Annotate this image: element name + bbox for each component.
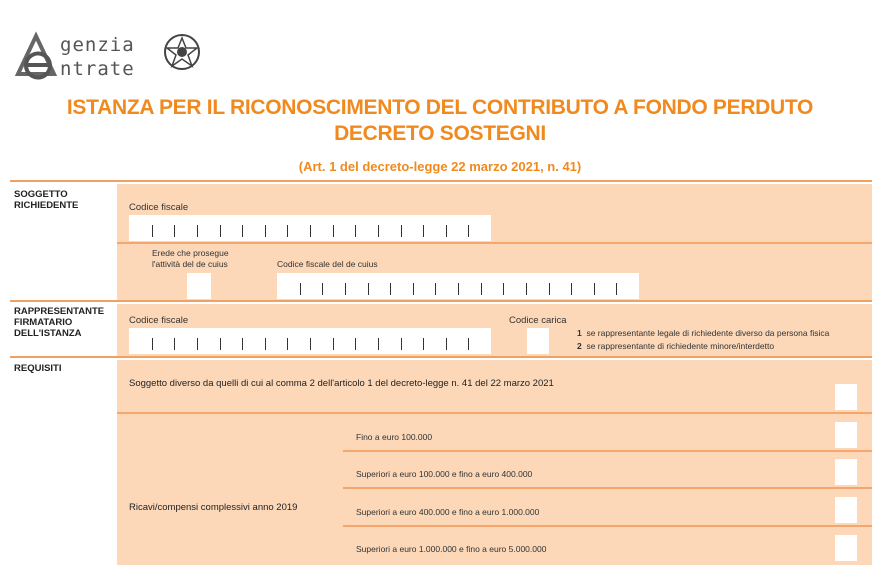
range-option-2: Superiori a euro 100.000 e fino a euro 400.000 bbox=[356, 469, 533, 479]
rappresentante-codice-fiscale-input[interactable] bbox=[129, 328, 491, 354]
character-separator bbox=[401, 225, 402, 237]
row-divider bbox=[343, 450, 872, 452]
character-separator bbox=[423, 338, 424, 350]
erede-checkbox[interactable] bbox=[187, 273, 211, 299]
character-separator bbox=[446, 338, 447, 350]
character-separator bbox=[468, 338, 469, 350]
character-separator bbox=[503, 283, 504, 295]
section-divider bbox=[10, 300, 872, 302]
character-separator bbox=[310, 225, 311, 237]
character-separator bbox=[287, 225, 288, 237]
character-separator bbox=[265, 338, 266, 350]
section-label-requisiti: REQUISITI bbox=[14, 363, 62, 374]
character-separator bbox=[322, 283, 323, 295]
character-separator bbox=[458, 283, 459, 295]
codice-carica-input[interactable] bbox=[527, 328, 549, 354]
character-separator bbox=[242, 338, 243, 350]
character-separator bbox=[174, 338, 175, 350]
character-separator bbox=[571, 283, 572, 295]
character-separator bbox=[594, 283, 595, 295]
character-separator bbox=[378, 338, 379, 350]
character-separator bbox=[333, 225, 334, 237]
section-divider bbox=[10, 356, 872, 358]
range-checkbox-2[interactable] bbox=[835, 459, 857, 485]
row-divider bbox=[117, 412, 872, 414]
character-separator bbox=[401, 338, 402, 350]
agenzia-entrate-logo bbox=[14, 30, 204, 86]
codice-carica-label: Codice carica bbox=[509, 315, 567, 326]
row-divider bbox=[117, 242, 872, 244]
range-checkbox-4[interactable] bbox=[835, 535, 857, 561]
character-separator bbox=[220, 338, 221, 350]
character-separator bbox=[345, 283, 346, 295]
character-separator bbox=[152, 225, 153, 237]
character-separator bbox=[446, 225, 447, 237]
soggetto-diverso-checkbox[interactable] bbox=[835, 384, 857, 410]
codice-carica-option-1: 1 se rappresentante legale di richiedente diverso da persona fisica bbox=[577, 328, 830, 338]
range-checkbox-3[interactable] bbox=[835, 497, 857, 523]
logo-text-line2: ntrate bbox=[60, 58, 135, 80]
row-divider bbox=[343, 487, 872, 489]
character-separator bbox=[468, 225, 469, 237]
range-checkbox-1[interactable] bbox=[835, 422, 857, 448]
codice-fiscale-label: Codice fiscale bbox=[129, 315, 189, 326]
character-separator bbox=[390, 283, 391, 295]
character-separator bbox=[152, 338, 153, 350]
cf-de-cuius-input[interactable] bbox=[277, 273, 639, 299]
character-separator bbox=[333, 338, 334, 350]
section-label-rappresentante: RAPPRESENTANTE FIRMATARIO DELL'ISTANZA bbox=[14, 306, 105, 339]
character-separator bbox=[197, 225, 198, 237]
soggetto-diverso-text: Soggetto diverso da quelli di cui al comma 2 dell'articolo 1 del decreto-legge n. 41 del 22 marzo 2021 bbox=[129, 378, 554, 389]
codice-fiscale-label: Codice fiscale bbox=[129, 202, 189, 213]
character-separator bbox=[423, 225, 424, 237]
character-separator bbox=[174, 225, 175, 237]
form-subtitle: (Art. 1 del decreto-legge 22 marzo 2021, n. 41) bbox=[298, 159, 582, 174]
erede-label: Erede che prosegue l'attività del de cuius bbox=[152, 248, 229, 269]
character-separator bbox=[300, 283, 301, 295]
cf-de-cuius-label: Codice fiscale del de cuius bbox=[277, 259, 378, 269]
range-option-1: Fino a euro 100.000 bbox=[356, 432, 433, 442]
row-divider bbox=[343, 525, 872, 527]
logo-text-line1: genzia bbox=[60, 34, 135, 56]
character-separator bbox=[435, 283, 436, 295]
soggetto-panel bbox=[117, 184, 872, 302]
character-separator bbox=[287, 338, 288, 350]
rappresentante-panel bbox=[117, 304, 872, 357]
character-separator bbox=[355, 225, 356, 237]
section-divider bbox=[10, 180, 872, 182]
character-separator bbox=[368, 283, 369, 295]
range-option-4: Superiori a euro 1.000.000 e fino a euro 5.000.000 bbox=[356, 544, 547, 554]
character-separator bbox=[616, 283, 617, 295]
character-separator bbox=[413, 283, 414, 295]
section-label-soggetto: SOGGETTO RICHIEDENTE bbox=[14, 189, 79, 211]
form-title-line1: ISTANZA PER IL RICONOSCIMENTO DEL CONTRIBUTO A FONDO PERDUTO bbox=[66, 96, 814, 119]
character-separator bbox=[197, 338, 198, 350]
range-option-3: Superiori a euro 400.000 e fino a euro 1.000.000 bbox=[356, 507, 540, 517]
requisiti-panel bbox=[117, 360, 872, 565]
character-separator bbox=[220, 225, 221, 237]
character-separator bbox=[378, 225, 379, 237]
character-separator bbox=[355, 338, 356, 350]
character-separator bbox=[310, 338, 311, 350]
ricavi-label: Ricavi/compensi complessivi anno 2019 bbox=[129, 502, 298, 513]
character-separator bbox=[265, 225, 266, 237]
character-separator bbox=[526, 283, 527, 295]
character-separator bbox=[481, 283, 482, 295]
character-separator bbox=[549, 283, 550, 295]
character-separator bbox=[242, 225, 243, 237]
istanza-form bbox=[10, 180, 872, 565]
form-title-line2: DECRETO SOSTEGNI bbox=[334, 122, 546, 145]
codice-carica-option-2: 2 se rappresentante di richiedente minore/interdetto bbox=[577, 341, 775, 351]
codice-fiscale-input[interactable] bbox=[129, 215, 491, 241]
